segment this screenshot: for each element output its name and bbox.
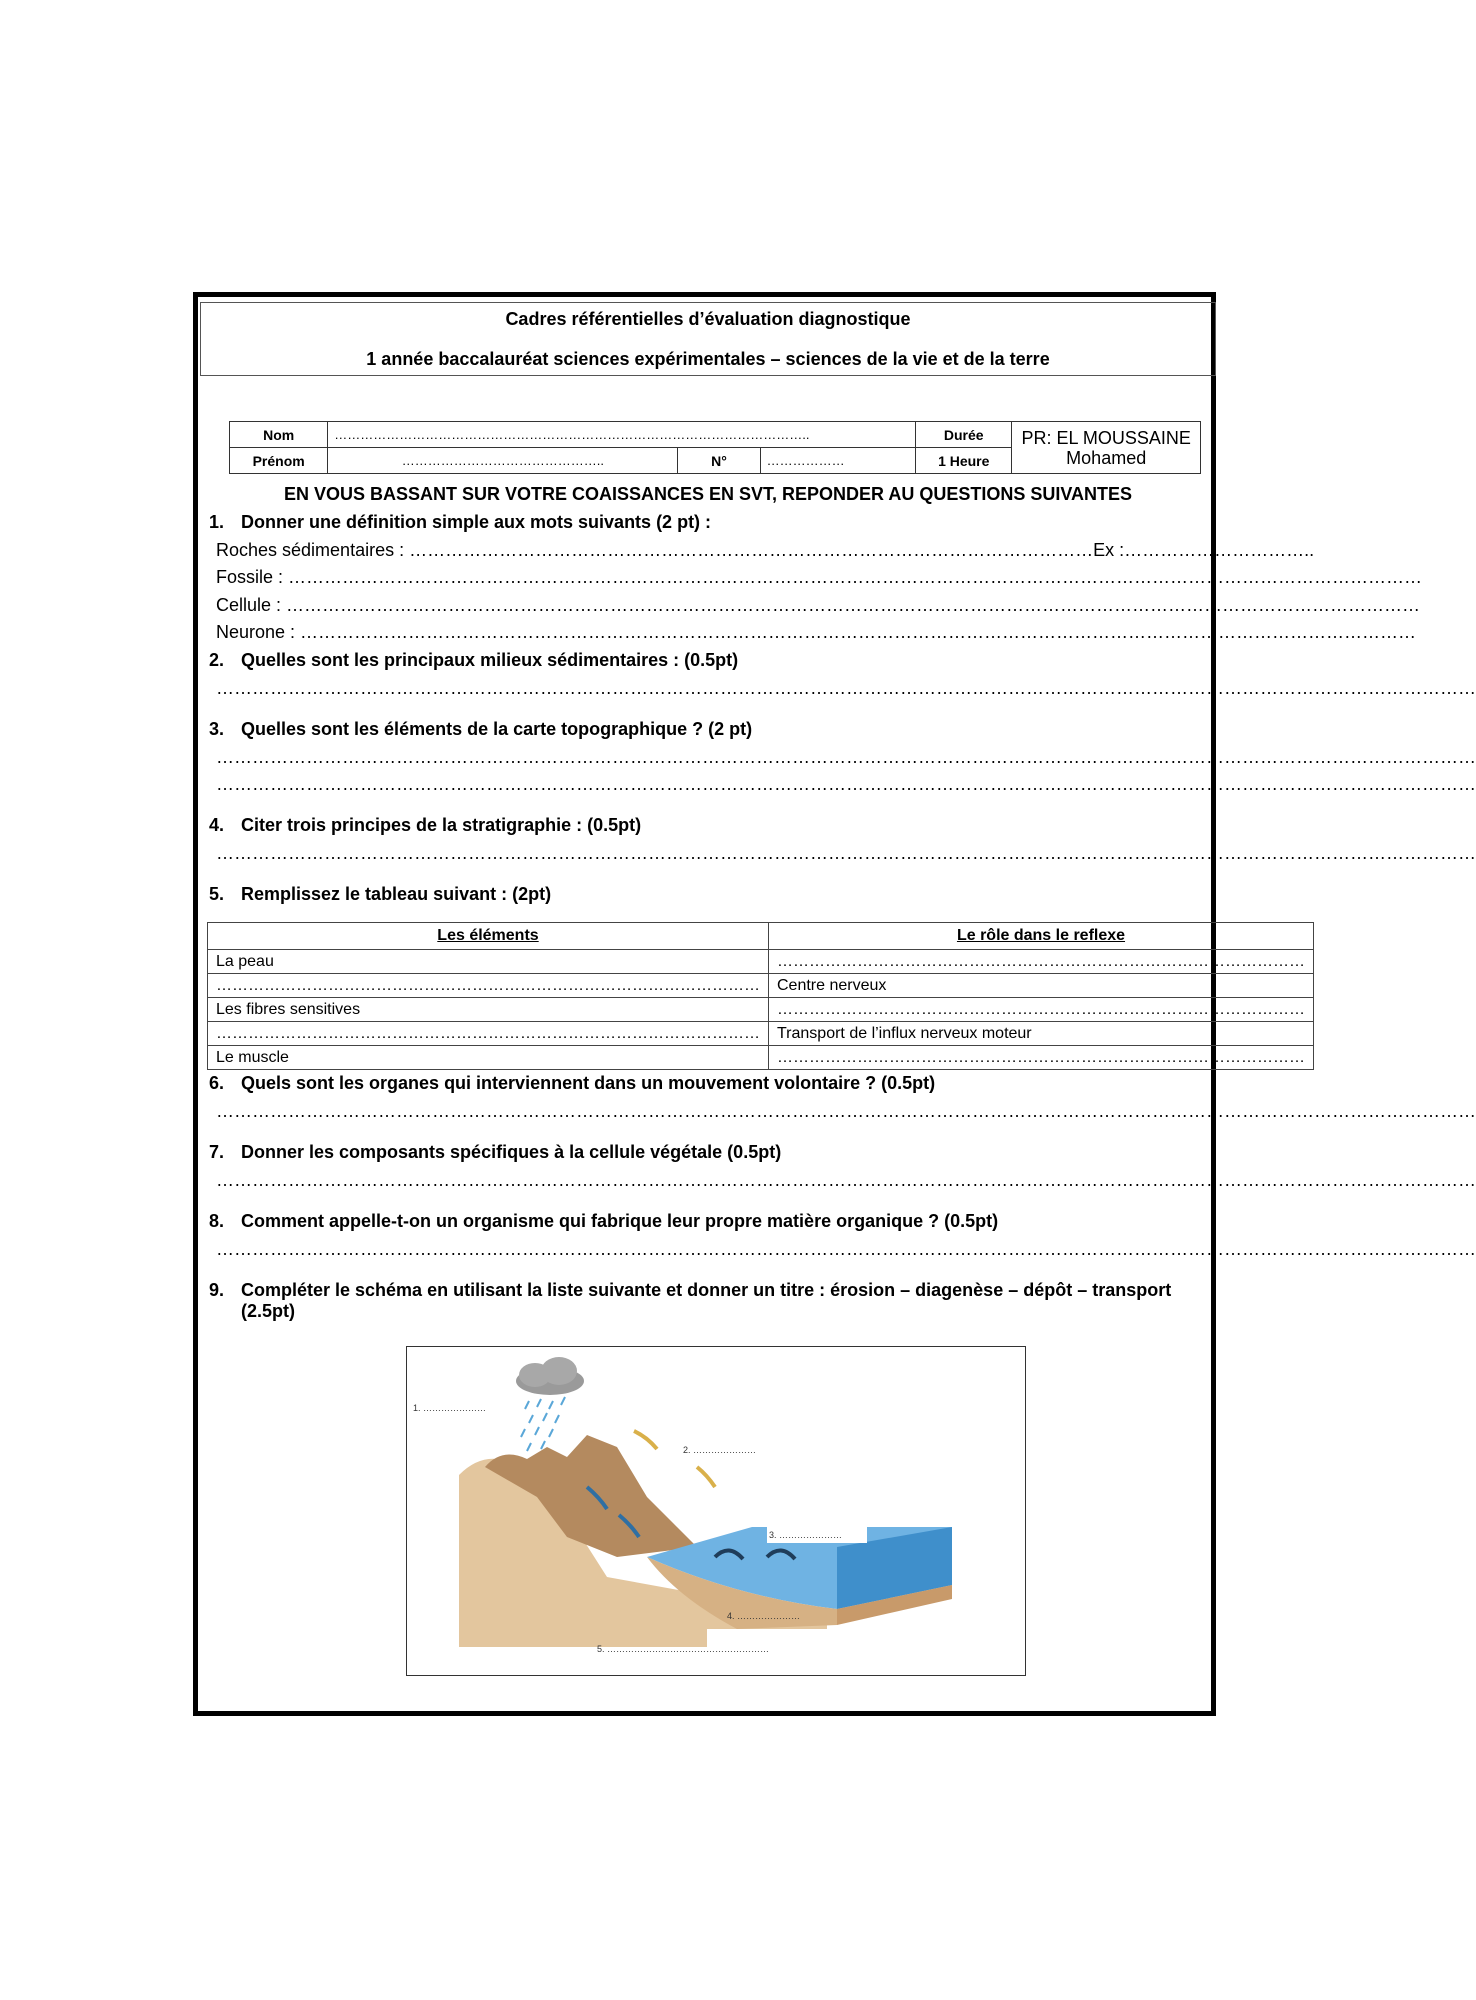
student-info-table <box>229 421 1201 474</box>
definition-fossile[interactable]: Fossile : ……………………………………………………………………………………………………………………………………………………………………… <box>216 567 1423 587</box>
question-6 <box>209 1073 935 1094</box>
table-cell: Transport de l’influx nerveux moteur <box>769 1022 1314 1046</box>
header-subtitle: 1 année baccalauréat sciences expérimentales – sciences de la vie et de la terre <box>366 349 1050 369</box>
question-1 <box>209 512 711 533</box>
table-cell[interactable]: ……………………………………………………………………………………… <box>769 1046 1314 1070</box>
definition-cellule[interactable]: Cellule : ……………………………………………………………………………………………………………………………………………………………………… <box>216 595 1421 615</box>
transport-arrow <box>634 1431 657 1449</box>
teacher-name: PR: EL MOUSSAINE Mohamed <box>1012 422 1201 474</box>
reflex-table <box>207 922 1314 1070</box>
document-header <box>200 302 1216 376</box>
question-text: Quels sont les organes qui interviennent dans un mouvement volontaire ? (0.5pt) <box>241 1073 936 1093</box>
question-5 <box>209 884 551 905</box>
question-text: Donner une définition simple aux mots suivants (2 pt) : <box>241 512 712 532</box>
table-cell[interactable]: ………………………………………………………………………………………… <box>208 974 769 998</box>
question-number: 6. <box>209 1073 225 1093</box>
question-text: Quelles sont les éléments de la carte topographique ? (2 pt) <box>241 719 753 739</box>
table-row <box>208 998 1314 1022</box>
definition-neurone[interactable]: Neurone : …………………………………………………………………………………………………………………………………………………………………… <box>216 622 1417 642</box>
column-header-role: Le rôle dans le reflexe <box>769 923 1314 950</box>
header-title: Cadres référentielles d’évaluation diagnostique <box>505 309 911 329</box>
answer-line[interactable]: ………………………………………………………………………………………………………………………………………………………………………………………… <box>216 1170 1476 1190</box>
label-4: 4. ………………… <box>727 1611 801 1621</box>
table-cell: Centre nerveux <box>769 974 1314 998</box>
question-text: Remplissez le tableau suivant : (2pt) <box>241 884 552 904</box>
question-text: Compléter le schéma en utilisant la liste suivante et donner un titre : érosion – diagenèse – dépôt – transport <box>241 1280 1172 1300</box>
question-2 <box>209 650 738 671</box>
question-number: 1. <box>209 512 225 532</box>
question-number: 3. <box>209 719 225 739</box>
table-cell[interactable]: ……………………………………………………………………………………… <box>769 998 1314 1022</box>
question-points: (2.5pt) <box>241 1301 295 1321</box>
cloud-icon <box>516 1357 584 1395</box>
table-cell: Les fibres sensitives <box>208 998 769 1022</box>
table-cell: Le muscle <box>208 1046 769 1070</box>
question-text: Comment appelle-t-on un organisme qui fabrique leur propre matière organique ? (0.5pt) <box>241 1211 999 1231</box>
question-number: 5. <box>209 884 225 904</box>
column-header-elements: Les éléments <box>208 923 769 950</box>
question-text: Donner les composants spécifiques à la cellule végétale (0.5pt) <box>241 1142 782 1162</box>
answer-line[interactable]: ………………………………………………………………………………………………………………………………………………………………………………………… <box>216 1101 1476 1121</box>
answer-line[interactable]: ………………………………………………………………………………………………………………………………………………………………………………………… <box>216 1239 1476 1259</box>
transport-arrow <box>697 1467 715 1487</box>
label-5: 5. ……………………………………………… <box>597 1644 770 1654</box>
rain-icon <box>521 1397 565 1451</box>
table-cell[interactable]: ……………………………………………………………………………………… <box>769 950 1314 974</box>
prenom-label: Prénom <box>230 448 328 474</box>
answer-line[interactable]: ………………………………………………………………………………………………………………………………………………………………………………………… <box>216 843 1476 863</box>
prenom-field[interactable]: ……………………………………….. <box>328 448 678 474</box>
landscape-illustration <box>407 1347 1025 1675</box>
answer-line[interactable]: ………………………………………………………………………………………………………………………………………………………………………………………… <box>216 747 1476 767</box>
question-7 <box>209 1142 781 1163</box>
label-2: 2. ………………… <box>683 1445 757 1455</box>
num-field[interactable]: ……………… <box>760 448 915 474</box>
question-8 <box>209 1211 998 1232</box>
definition-roches[interactable]: Roches sédimentaires : ……………………………………………………………………………………………………Ex :………………………….. <box>216 540 1315 560</box>
nom-label: Nom <box>230 422 328 448</box>
question-4 <box>209 815 641 836</box>
question-number: 4. <box>209 815 225 835</box>
table-row <box>208 1046 1314 1070</box>
question-text: Citer trois principes de la stratigraphie : (0.5pt) <box>241 815 642 835</box>
table-cell: La peau <box>208 950 769 974</box>
table-row <box>208 974 1314 998</box>
question-number: 8. <box>209 1211 225 1231</box>
question-text: Quelles sont les principaux milieux sédimentaires : (0.5pt) <box>241 650 739 670</box>
table-row <box>208 1022 1314 1046</box>
instruction: EN VOUS BASSANT SUR VOTRE COAISSANCES EN SVT, REPONDER AU QUESTIONS SUIVANTES <box>283 484 1133 504</box>
label-1: 1. ………………… <box>413 1403 487 1413</box>
table-cell[interactable]: ………………………………………………………………………………………… <box>208 1022 769 1046</box>
question-number: 2. <box>209 650 225 670</box>
question-number: 9. <box>209 1280 225 1300</box>
nom-field[interactable]: ……………………………………………………………………………………………….. <box>328 422 916 448</box>
duree-value: 1 Heure <box>916 448 1012 474</box>
num-label: N° <box>678 448 760 474</box>
question-3 <box>209 719 752 740</box>
question-number: 7. <box>209 1142 225 1162</box>
answer-line[interactable]: ………………………………………………………………………………………………………………………………………………………………………………………… <box>216 774 1476 794</box>
label-3: 3. ………………… <box>769 1530 843 1540</box>
answer-line[interactable]: ………………………………………………………………………………………………………………………………………………………………………………………… <box>216 678 1476 698</box>
question-9 <box>209 1280 1199 1322</box>
table-row <box>208 950 1314 974</box>
sedimentary-cycle-diagram <box>406 1346 1026 1676</box>
duree-label: Durée <box>916 422 1012 448</box>
